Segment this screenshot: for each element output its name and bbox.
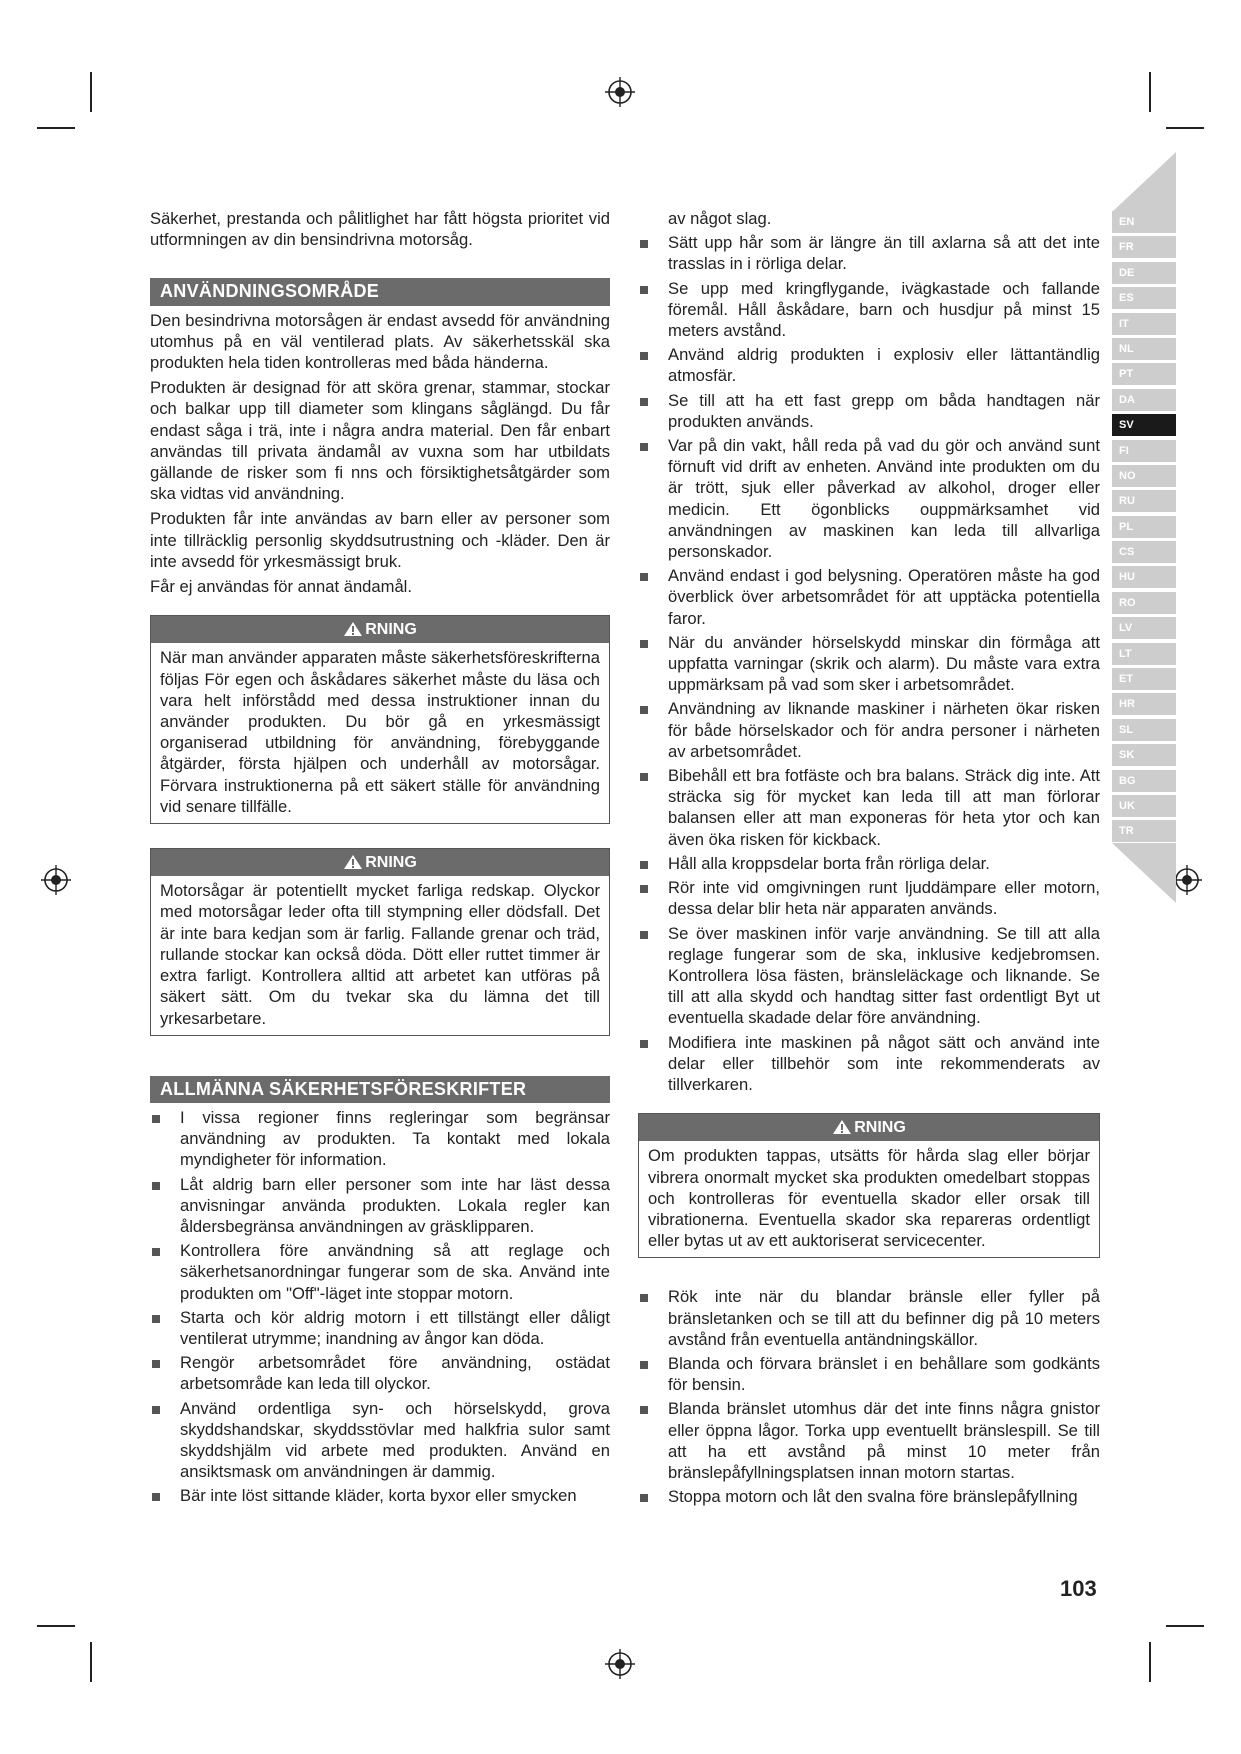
lang-tab-cs[interactable]: CS: [1112, 541, 1176, 563]
lang-tab-da[interactable]: DA: [1112, 389, 1176, 411]
warning-header: [639, 1114, 1099, 1141]
lang-tab-bg[interactable]: BG: [1112, 770, 1176, 792]
lang-tab-hr[interactable]: HR: [1112, 693, 1176, 715]
general-safety-list-continued: [638, 208, 1100, 1095]
lang-tab-et[interactable]: ET: [1112, 668, 1176, 690]
list-item: Låt aldrig barn eller personer som inte har läst dessa anvisningar använda produkten. Lokala regler kan åldersbegränsa användningen av gräsklipparen.: [150, 1174, 610, 1238]
lang-tab-ro[interactable]: RO: [1112, 592, 1176, 614]
list-item: Var på din vakt, håll reda på vad du gör och använd sunt förnuft vid drift av enheten. Använd inte produkten om du är trött, sjuk eller påverkad av alkohol, droger eller medicin. Ett ögonblicks ouppmärksamhet vid användningen av maskinen kan leda till allvarliga personskador.: [638, 435, 1100, 562]
crop-mark-top-left-v: [90, 72, 92, 112]
warning-header: [151, 616, 609, 643]
registration-mark-icon: [605, 77, 635, 107]
lang-tab-nl[interactable]: NL: [1112, 338, 1176, 360]
list-item: Stoppa motorn och låt den svalna före bränslepåfyllning: [638, 1486, 1100, 1507]
crop-mark-bottom-left-v: [90, 1642, 92, 1682]
list-item: Använd endast i god belysning. Operatören måste ha god överblick över arbetsområdet för att upptäcka potentiella faror.: [638, 565, 1100, 629]
list-item: I vissa regioner finns regleringar som begränsar användning av produkten. Ta kontakt med lokala myndigheter för information.: [150, 1107, 610, 1171]
list-item: Använd aldrig produkten i explosiv eller lättantändlig atmosfär.: [638, 344, 1100, 386]
list-item: Använd ordentliga syn- och hörselskydd, grova skyddshandskar, skyddsstövlar med halkfria sulor samt skyddshjälm vid arbete med produkten. Använd en ansiktsmask om användningen är dammig.: [150, 1398, 610, 1483]
registration-mark-icon: [605, 1649, 635, 1679]
list-item: Håll alla kroppsdelar borta från rörliga delar.: [638, 853, 1100, 874]
lang-tab-sk[interactable]: SK: [1112, 744, 1176, 766]
list-item: Bibehåll ett bra fotfäste och bra balans. Sträck dig inte. Att sträcka sig för mycket kan leda till att man förlorar balansen eller att man exponeras för heta ytor och kan även öka risken för kickback.: [638, 765, 1100, 850]
list-item: Bär inte löst sittande kläder, korta byxor eller smycken: [150, 1485, 610, 1506]
side-tab-bottom-triangle: [1112, 843, 1176, 903]
list-item: När du använder hörselskydd minskar din förmåga att uppfatta varningar (skrik och alarm). Du måste vara extra uppmärksam på vad som sker i arbetsområdet.: [638, 632, 1100, 696]
warning-box: [638, 1113, 1100, 1258]
lang-tab-sl[interactable]: SL: [1112, 719, 1176, 741]
left-column: [150, 208, 610, 1510]
list-item: Rör inte vid omgivningen runt ljuddämpare eller motorn, dessa delar blir heta när apparaten används.: [638, 877, 1100, 919]
lang-tab-en[interactable]: EN: [1112, 211, 1176, 233]
general-safety-heading: ALLMÄNNA SÄKERHETSFÖRESKRIFTER: [150, 1076, 610, 1103]
crop-mark-bottom-right-h: [1166, 1625, 1204, 1627]
list-item: Se till att ha ett fast grepp om båda handtagen när produkten används.: [638, 390, 1100, 432]
lang-tab-uk[interactable]: UK: [1112, 795, 1176, 817]
crop-mark-top-left-h: [37, 127, 75, 129]
warning-label: RNING: [854, 1119, 906, 1137]
warning-triangle-icon: [832, 1119, 852, 1135]
page-number: 103: [1060, 1576, 1097, 1601]
lang-tab-sv[interactable]: SV: [1112, 414, 1176, 436]
list-item: Blanda bränslet utomhus där det inte finns några gnistor eller öppna lågor. Torka upp eventuellt bränslespill. Se till att ha ett avstånd på minst 10 meter från bränslepåfyllningsplatsen innan motorn startas.: [638, 1398, 1100, 1483]
list-item: Blanda och förvara bränslet i en behållare som godkänts för bensin.: [638, 1353, 1100, 1395]
lang-tab-de[interactable]: DE: [1112, 262, 1176, 284]
list-item: Modifiera inte maskinen på något sätt och använd inte delar eller tillbehör som inte rekommenderats av tillverkaren.: [638, 1032, 1100, 1096]
lang-tab-fi[interactable]: FI: [1112, 440, 1176, 462]
usage-section-heading: ANVÄNDNINGSOMRÅDE: [150, 278, 610, 305]
warning-label: RNING: [365, 854, 417, 872]
lang-tab-ru[interactable]: RU: [1112, 490, 1176, 512]
side-tab-top-triangle: [1112, 152, 1176, 212]
lang-tab-tr[interactable]: TR: [1112, 820, 1176, 842]
lang-tab-fr[interactable]: FR: [1112, 236, 1176, 258]
warning-label: RNING: [365, 621, 417, 639]
lang-tab-it[interactable]: IT: [1112, 313, 1176, 335]
lang-tab-no[interactable]: NO: [1112, 465, 1176, 487]
lang-tab-lt[interactable]: LT: [1112, 643, 1176, 665]
general-safety-list: [150, 1107, 610, 1507]
lang-tab-es[interactable]: ES: [1112, 287, 1176, 309]
crop-mark-top-right-h: [1166, 127, 1204, 129]
crop-mark-bottom-right-v: [1149, 1642, 1151, 1682]
right-column: [638, 208, 1100, 1510]
list-item: Rök inte när du blandar bränsle eller fyller på bränsletanken och se till att du befinner dig på 10 meters avstånd från eventuella antändningskällor.: [638, 1286, 1100, 1350]
registration-mark-icon: [41, 865, 71, 895]
crop-mark-bottom-left-h: [37, 1625, 75, 1627]
lang-tab-pt[interactable]: PT: [1112, 363, 1176, 385]
lang-tab-pl[interactable]: PL: [1112, 516, 1176, 538]
usage-paragraph: Får ej användas för annat ändamål.: [150, 577, 412, 597]
language-tabs: [1112, 211, 1176, 846]
list-item: Kontrollera före användning så att reglage och säkerhetsanordningar fungerar som de ska. Använd inte produkten om "Off"-läget inte stoppar motorn.: [150, 1240, 610, 1304]
warning-text: När man använder apparaten måste säkerhetsföreskrifterna följas För egen och åskådares säkerhet måste du läsa och vara helt införstådd med dessa instruktioner innan du använder produkten. Du bör gå en yrkesmässigt organiserad utbildning för användning, förebyggande åtgärder, första hjälpen och underhåll av motorsågar. Förvara instruktionerna på ett säkert ställe för användning vid senare tillfälle.: [160, 648, 600, 816]
warning-box: [150, 848, 610, 1036]
list-item: av något slag.: [668, 209, 772, 228]
usage-paragraph: Produkten är designad för att sköra grenar, stammar, stockar och balkar upp till diameter som klingans såglängd. Du får endast såga i trä, inte i några andra material. Den får enbart användas till privata ändamål av vuxna som har utbildats gällande de risker som fi nns och försiktighetsåtgärder som ska vidtas vid användning.: [150, 378, 610, 504]
list-item: Sätt upp hår som är längre än till axlarna så att det inte trasslas in i rörliga delar.: [638, 232, 1100, 274]
warning-text: Motorsågar är potentiellt mycket farliga redskap. Olyckor med motorsågar leder ofta till stympning eller dödsfall. Det är inte bara kedjan som är farlig. Fallande grenar och träd, rullande stockar kan också döda. Dött eller ruttet timmer är extra farligt. Kontrollera alltid att arbetet kan utföras på säkert sätt. Om du tvekar ska du lämna det till yrkesarbetare.: [160, 881, 600, 1028]
warning-triangle-icon: [343, 621, 363, 637]
registration-mark-icon: [1172, 865, 1202, 895]
list-item: Rengör arbetsområdet före användning, ostädat arbetsområde kan leda till olyckor.: [150, 1352, 610, 1394]
list-item: Starta och kör aldrig motorn i ett tillstängt eller dåligt ventilerat utrymme; inandning av ångor kan döda.: [150, 1307, 610, 1349]
crop-mark-top-right-v: [1149, 72, 1151, 112]
usage-paragraph: Den besindrivna motorsågen är endast avsedd för användning utomhus på en väl ventilerad plats. Av säkerhetsskäl ska produkten hela tiden kontrolleras med båda händerna.: [150, 310, 610, 373]
usage-paragraph: Produkten får inte användas av barn eller av personer som inte tillräcklig personlig skyddsutrustning och -kläder. Den är inte avsedd för yrkesmässigt bruk.: [150, 509, 610, 571]
intro-paragraph: Säkerhet, prestanda och pålitlighet har fått högsta prioritet vid utformningen av din bensindrivna motorsåg.: [150, 209, 610, 250]
warning-triangle-icon: [343, 854, 363, 870]
warning-text: Om produkten tappas, utsätts för hårda slag eller börjar vibrera onormalt mycket ska produkten omedelbart stoppas och kontrolleras för eventuella skador eller orsak till vibrationerna. Eventuella skador ska repareras ordentligt eller bytas ut av ett auktoriserat servicecenter.: [648, 1146, 1090, 1251]
lang-tab-hu[interactable]: HU: [1112, 566, 1176, 588]
fuel-safety-list: [638, 1286, 1100, 1507]
list-item: Se över maskinen inför varje användning. Se till att alla reglage fungerar som de ska, inklusive kedjebromsen. Kontrollera lösa fästen, bränsleläckage och liknande. Se till att alla skydd och handtag sitter fast ordentligt Byt ut eventuella skadade delar före användning.: [638, 923, 1100, 1029]
lang-tab-lv[interactable]: LV: [1112, 617, 1176, 639]
list-item: Användning av liknande maskiner i närheten ökar risken för både hörselskador och för andra personer i närheten av arbetsområdet.: [638, 698, 1100, 762]
warning-box: [150, 615, 610, 824]
list-item: Se upp med kringflygande, ivägkastade och fallande föremål. Håll åskådare, barn och husdjur på minst 15 meters avstånd.: [638, 278, 1100, 342]
warning-header: [151, 849, 609, 876]
